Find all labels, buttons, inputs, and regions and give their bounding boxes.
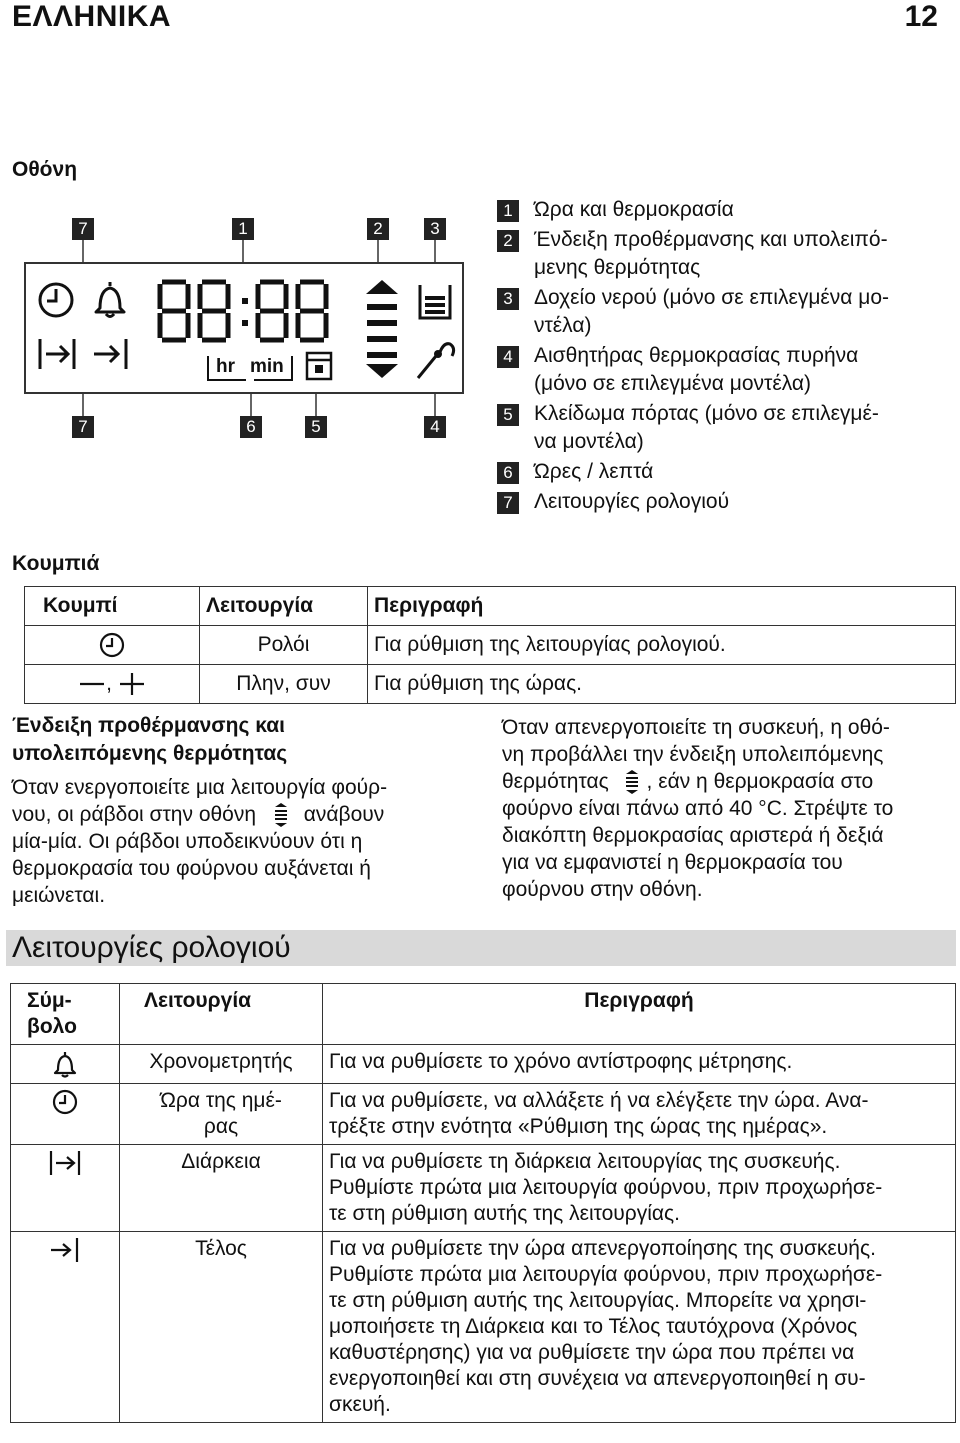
preheat-left-column xyxy=(12,712,482,909)
legend-text: Λειτουργίες ρολογιού xyxy=(534,490,730,513)
description-cell: Για να ρυθμίσετε την ώρα απενεργοποίησης της συσκευής. Ρυθμίστε πρώτα μια λειτουργία φούρνου, πριν προχωρήσε- τε στη ρύθμιση αυτής της λειτουργίας. Μπορείτε να χρησι- μοποιήσετε τη Διάρκεια και το Τέλος ταυτόχρονα (Χρόνος καθυστέρησης) για να ρυθμίσετε την ώρα που πρέπει να ενεργοποιηθεί και στη συνέχεια να απενεργοποιηθεί η συ- σκευή. xyxy=(323,1232,956,1423)
preheat-left-line3: μία-μία. Οι ράβδοι υποδεικνύουν ότι η xyxy=(12,830,363,854)
column-header-function: Λειτουργία xyxy=(200,587,368,626)
heat-bars-icon xyxy=(625,769,639,795)
function-cell: Τέλος xyxy=(120,1232,323,1423)
callout-2: 2 xyxy=(367,218,389,240)
preheat-left-line2a: νου, οι ράβδοι στην οθόνη xyxy=(12,803,257,826)
preheat-right-column xyxy=(502,714,952,903)
function-cell: Πλην, συν xyxy=(200,665,368,704)
heat-bars-icon xyxy=(274,802,288,828)
legend-item xyxy=(497,284,947,340)
clock-section-title: Λειτουργίες ρολογιού xyxy=(12,931,291,964)
function-cell: Χρονομετρητής xyxy=(120,1045,323,1084)
legend-number: 6 xyxy=(497,462,519,484)
legend-item xyxy=(497,196,947,224)
preheat-left-line2 xyxy=(12,801,482,828)
water-tank-icon xyxy=(416,282,454,322)
legend-number: 1 xyxy=(497,200,519,222)
clock-icon xyxy=(98,631,126,659)
column-header-description: Περιγραφή xyxy=(368,587,956,626)
end-icon xyxy=(48,1236,82,1264)
table-row xyxy=(25,626,956,665)
table-row xyxy=(11,1045,956,1084)
buttons-section-title: Κουμπιά xyxy=(12,552,100,575)
table-header-row xyxy=(25,587,956,626)
legend-item xyxy=(497,488,947,516)
table-row xyxy=(11,1145,956,1232)
callout-7-bottom: 7 xyxy=(72,416,94,438)
legend-number: 5 xyxy=(497,404,519,426)
function-cell: Ώρα της ημέ- ρας xyxy=(120,1084,323,1145)
clock-functions-table xyxy=(10,983,956,1423)
function-cell: Ρολόι xyxy=(200,626,368,665)
hr-label: hr xyxy=(216,356,235,377)
clock-icon xyxy=(51,1088,79,1116)
duration-icon xyxy=(36,336,78,372)
preheat-left-line1: Όταν ενεργοποιείτε μια λειτουργία φούρ- xyxy=(12,776,388,799)
callout-7-top: 7 xyxy=(72,218,94,240)
minus-icon xyxy=(78,672,106,696)
min-label: min xyxy=(250,356,284,377)
page-number: 12 xyxy=(904,0,938,33)
core-probe-icon xyxy=(414,338,458,382)
display-section-title: Οθόνη xyxy=(12,158,78,181)
function-cell: Διάρκεια xyxy=(120,1145,323,1232)
preheat-right-line6: για να εμφανιστεί η θερμοκρασία του xyxy=(502,851,843,875)
button-cell xyxy=(25,626,200,665)
preheat-left-line4: θερμοκρασία του φούρνου αυξάνεται ή xyxy=(12,857,371,881)
preheat-right-line3b: , εάν η θερμοκρασία στο xyxy=(646,770,874,793)
legend-text: Ένδειξη προθέρμανσης και υπολειπό- μενης θερμότητας xyxy=(534,228,888,279)
column-header-button: Κουμπί xyxy=(25,587,200,626)
oven-display-diagram xyxy=(24,262,464,394)
column-header-symbol-line1: Σύμ- xyxy=(27,989,72,1012)
description-cell: Για ρύθμιση της ώρας. xyxy=(368,665,956,704)
column-header-symbol-line2: βολο xyxy=(27,1015,77,1038)
seven-segment-digits xyxy=(154,278,338,344)
symbol-cell xyxy=(11,1232,120,1423)
legend-text: Ώρες / λεπτά xyxy=(534,460,654,483)
symbol-cell xyxy=(11,1045,120,1084)
legend-item xyxy=(497,400,947,456)
preheat-right-line4: φούρνο είναι πάνω από 40 °C. Στρέψτε το xyxy=(502,797,894,821)
button-cell xyxy=(25,665,200,704)
preheat-title-line2: υπολειπόμενης θερμότητας xyxy=(12,742,288,765)
legend-number: 4 xyxy=(497,346,519,368)
heat-indicator-icon xyxy=(364,278,400,382)
callout-1: 1 xyxy=(232,218,254,240)
preheat-right-line2: νη προβάλλει την ένδειξη υπολειπόμενης xyxy=(502,743,884,766)
preheat-right-line5: διακόπτη θερμοκρασίας αριστερά ή δεξιά xyxy=(502,824,884,848)
symbol-cell xyxy=(11,1145,120,1232)
legend-number: 2 xyxy=(497,230,519,252)
callout-6: 6 xyxy=(240,416,262,438)
legend-item xyxy=(497,342,947,398)
buttons-table xyxy=(24,586,956,704)
description-cell: Για να ρυθμίσετε τη διάρκεια λειτουργίας της συσκευής. Ρυθμίστε πρώτα μια λειτουργία φούρνου, πριν προχωρήσε- τε στη ρύθμιση αυτής της λειτουργίας. xyxy=(323,1145,956,1232)
callout-4: 4 xyxy=(424,416,446,438)
bell-icon xyxy=(51,1049,79,1079)
column-header-description: Περιγραφή xyxy=(323,984,956,1045)
callout-5: 5 xyxy=(305,416,327,438)
description-cell: Για ρύθμιση της λειτουργίας ρολογιού. xyxy=(368,626,956,665)
button-separator: , xyxy=(106,671,112,695)
legend-text: Αισθητήρας θερμοκρασίας πυρήνα (μόνο σε επιλεγμένα μοντέλα) xyxy=(534,344,859,395)
plus-icon xyxy=(118,672,146,696)
legend-number: 7 xyxy=(497,492,519,514)
display-legend xyxy=(497,196,947,518)
legend-text: Ώρα και θερμοκρασία xyxy=(534,198,734,221)
bell-icon xyxy=(90,278,130,320)
table-row xyxy=(25,665,956,704)
end-icon xyxy=(90,336,132,372)
legend-text: Δοχείο νερού (μόνο σε επιλεγμένα μο- ντέλα) xyxy=(534,286,890,337)
legend-item xyxy=(497,226,947,282)
column-header-symbol xyxy=(11,984,120,1045)
legend-item xyxy=(497,458,947,486)
preheat-right-line3 xyxy=(502,768,952,795)
preheat-left-line2b: ανάβουν xyxy=(303,803,385,826)
table-row xyxy=(11,1084,956,1145)
symbol-cell xyxy=(11,1084,120,1145)
preheat-right-line3a: θερμότητας xyxy=(502,770,609,793)
legend-number: 3 xyxy=(497,288,519,310)
table-row xyxy=(11,1232,956,1423)
page-header-language: ΕΛΛΗΝΙΚΑ xyxy=(12,0,172,33)
column-header-function: Λειτουργία xyxy=(120,984,323,1045)
clock-icon xyxy=(36,280,76,320)
duration-icon xyxy=(48,1149,82,1177)
callout-3: 3 xyxy=(424,218,446,240)
description-cell: Για να ρυθμίσετε το χρόνο αντίστροφης μέτρησης. xyxy=(323,1045,956,1084)
table-header-row xyxy=(11,984,956,1045)
preheat-left-line5: μειώνεται. xyxy=(12,884,106,908)
door-lock-icon xyxy=(304,350,334,382)
preheat-right-line1: Όταν απενεργοποιείτε τη συσκευή, η οθό- xyxy=(502,716,890,739)
preheat-right-line7: φούρνου στην οθόνη. xyxy=(502,878,703,902)
legend-text: Κλείδωμα πόρτας (μόνο σε επιλεγμέ- να μοντέλα) xyxy=(534,402,879,453)
preheat-title-line1: Ένδειξη προθέρμανσης και xyxy=(12,714,285,737)
description-cell: Για να ρυθμίσετε, να αλλάξετε ή να ελέγξετε την ώρα. Ανα- τρέξτε στην ενότητα «Ρύθμιση της ώρας της ημέρας». xyxy=(323,1084,956,1145)
